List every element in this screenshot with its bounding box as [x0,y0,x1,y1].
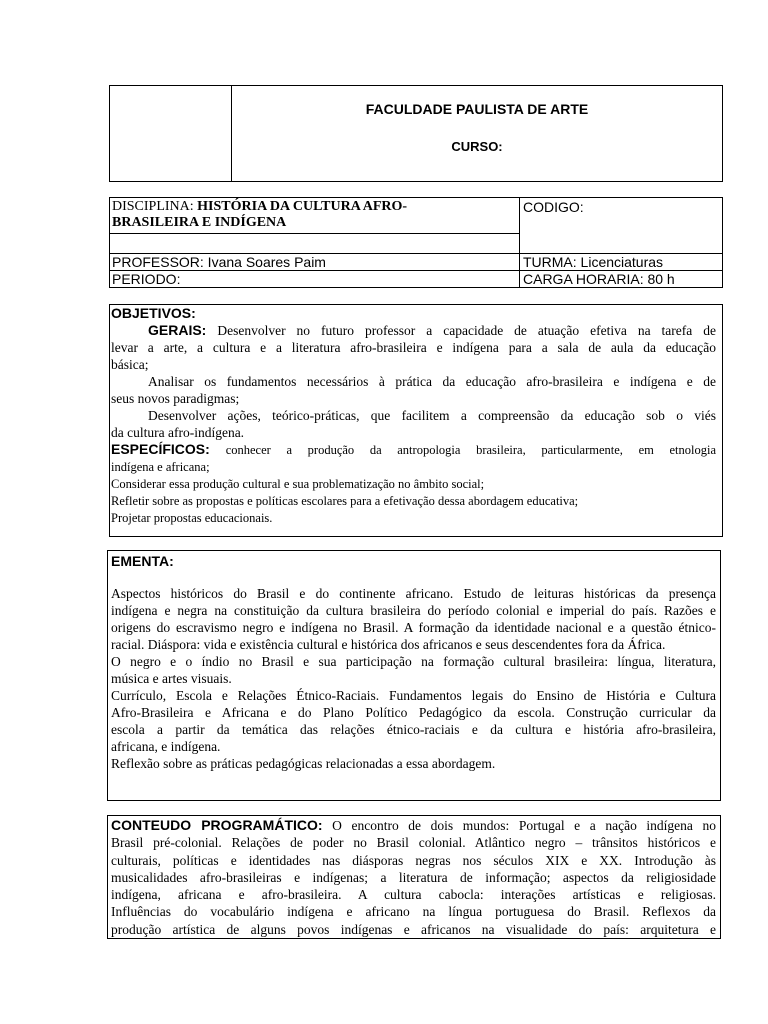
especificos-line-4: Refletir sobre as propostas e políticas escolares para a efetivação dessa abordagem educativa; [111,494,579,508]
disciplina-label: DISCIPLINA: [112,199,194,214]
institution-name: FACULDADE PAULISTA DE ARTE [365,101,589,117]
conteudo-line-1 [111,817,716,834]
objetivo-3-line-2: da cultura afro-indígena. [111,425,245,440]
gerais-line-1 [111,322,716,339]
objetivos-title: OBJETIVOS: [111,305,196,321]
objetivo-2-line-2: seus novos paradigmas; [111,391,240,406]
disciplina-value-line2: BRASILEIRA E INDÍGENA [112,215,287,230]
conteudo-line: produção artística de alguns povos indígenas e africanos na visualidade do país: arquitetura e [111,921,716,937]
ementa-line: Afro-Brasileira e Africana e do Plano Político Pedagógico da escola. Construção curricular da [111,705,716,720]
course-info-divider [519,197,520,288]
conteudo-line: culturais, políticas e identidades nas diásporas negras nos séculos XIX e XX. Introdução às [111,852,716,868]
objetivos-text [111,305,716,527]
ementa-line: africana, e indígena. [111,739,221,754]
gerais-line-3: básica; [111,357,149,372]
ementa-line: Currículo, Escola e Relações Étnico-Raciais. Fundamentos legais do Ensino de História e Cultura [111,688,716,703]
conteudo-title: CONTEUDO PROGRAMÁTICO: [111,817,323,833]
conteudo-line: musicalidades afro-brasileiras e indígenas; a literatura de informação; aspectos da religiosidade [111,869,716,885]
header-table [109,85,723,182]
disciplina-underline [109,233,520,234]
curso-label: CURSO: [451,139,503,154]
conteudo-text [111,817,716,938]
disciplina-field [112,199,407,231]
turma-field: TURMA: Licenciaturas [523,254,664,270]
especificos-text-1: conhecer a produção da antropologia brasileira, particularmente, em etnologia [225,443,717,457]
header-divider [231,85,232,182]
carga-horaria-field: CARGA HORARIA: 80 h [523,271,675,287]
especificos-line-1 [111,441,716,459]
professor-field: PROFESSOR: Ivana Soares Paim [112,254,326,270]
objetivo-3-line-1: Desenvolver ações, teórico-práticas, que facilitem a compreensão da educação sob o viés [148,408,716,423]
conteudo-text-1: O encontro de dois mundos: Portugal e a nação indígena no [332,818,716,833]
disciplina-value-line1: HISTÓRIA DA CULTURA AFRO- [197,199,408,214]
conteudo-line: Influências do vocabulário indígena e africano na língua portuguesa do Brasil. Reflexos da [111,904,716,920]
periodo-field: PERIODO: [112,271,181,287]
especificos-label: ESPECÍFICOS: [111,441,210,457]
ementa-line: O negro e o índio no Brasil e sua participação na formação cultural brasileira: língua, literatura, [111,654,716,669]
ementa-line: música e artes visuais. [111,671,232,686]
ementa-text [111,585,716,772]
especificos-line-2: indígena e africana; [111,460,210,474]
ementa-line: Aspectos históricos do Brasil e do continente africano. Estudo de leituras históricas da presença [111,586,716,601]
ementa-line: origens do escravismo negro e indígena no Brasil. A formação da identidade nacional e a questão étnico- [111,620,716,635]
gerais-line-2: levar a arte, a cultura e a literatura afro-brasileira e indígena para a sala de aula da educação [111,340,716,355]
objetivo-2-line-1: Analisar os fundamentos necessários à prática da educação afro-brasileira e indígena e de [148,374,716,389]
conteudo-line: indígena, africana e afro-brasileira. A cultura cabocla: interações artísticas e religiosas. [111,887,716,903]
ementa-line: racial. Diáspora: vida e existência cultural e histórica dos africanos e seus descendentes fora da África. [111,637,666,652]
ementa-line: indígena e negra na constituição da cultura brasileira do período colonial e imperial do país. Razões e [111,603,716,618]
especificos-line-5: Projetar propostas educacionais. [111,511,273,525]
ementa-title: EMENTA: [111,553,174,569]
especificos-line-3: Considerar essa produção cultural e sua problematização no âmbito social; [111,477,485,491]
codigo-label: CODIGO: [523,199,584,215]
conteudo-line: Brasil pré-colonial. Relações de poder no Brasil colonial. Atlântico negro – trânsitos históricos e [111,835,716,851]
gerais-label: GERAIS: [148,322,207,338]
ementa-line: Reflexão sobre as práticas pedagógicas relacionadas a essa abordagem. [111,756,496,771]
gerais-text-1: Desenvolver no futuro professor a capacidade de atuação efetiva na tarefa de [217,323,716,338]
ementa-line: escola a partir da temática das relações étnico-raciais e da cultura e história afro-brasileira, [111,722,716,737]
